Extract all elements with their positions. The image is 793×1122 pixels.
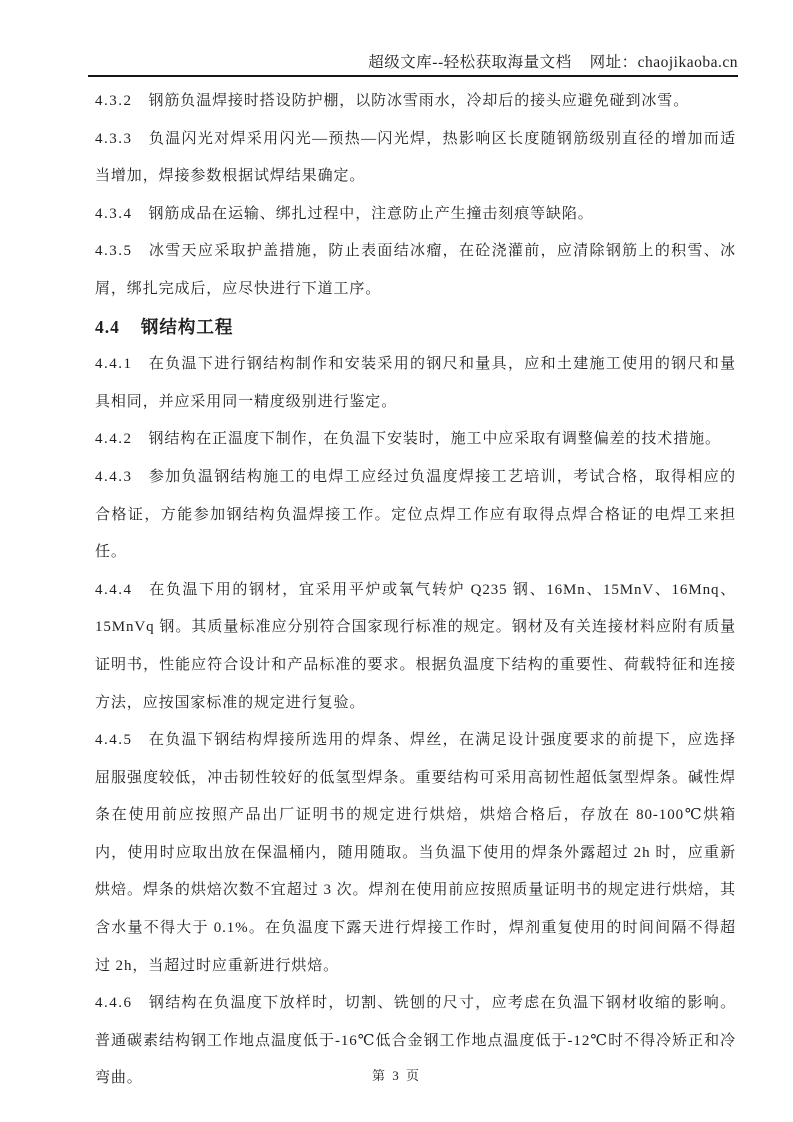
document-body: [95, 83, 736, 1098]
clause-number: 4.4.6: [95, 995, 133, 1012]
clause-number: 4.4.3: [95, 468, 133, 485]
clause-4-3-2: [95, 83, 736, 121]
clause-text: 在负温下钢结构焊接所选用的焊条、焊丝，在满足设计强度要求的前提下，应选择屈服强度较低，冲击韧性较好的低氢型焊条。重要结构可采用高韧性超低氢型焊条。碱性焊条在使用前应按照产品出厂证明书的规定进行烘焙，烘焙合格后，存放在 80-100℃烘箱内，使用时应取出放在保温桶内，随用随取。当负温下使用的焊条外露超过 2h 时，应重新烘焙。焊条的烘焙次数不宜超过 3 次。焊剂在使用前应按照质量证明书的规定进行烘焙，其含水量不得大于 0.1%。在负温度下露天进行焊接工作时，焊剂重复使用的时间间隔不得超过 2h，当超过时应重新进行烘焙。: [95, 732, 736, 974]
clause-4-4-4: [95, 572, 736, 722]
clause-text: 钢筋成品在运输、绑扎过程中，注意防止产生撞击刻痕等缺陷。: [148, 205, 594, 222]
page-footer: [0, 1069, 793, 1082]
clause-4-4-2: [95, 421, 736, 459]
clause-4-4-5: [95, 722, 736, 985]
heading-number: 4.4: [95, 316, 120, 337]
clause-text: 负温闪光对焊采用闪光—预热—闪光焊，热影响区长度随钢筋级别直径的增加而适当增加，焊接参数根据试焊结果确定。: [95, 130, 736, 185]
clause-text: 冰雪天应采取护盖措施，防止表面结冰瘤，在砼浇灌前，应清除钢筋上的积雪、冰屑，绑扎完成后，应尽快进行下道工序。: [95, 243, 736, 297]
page-number: 第 3 页: [371, 1068, 421, 1083]
clause-text: 钢结构在负温度下放样时，切割、铣刨的尺寸，应考虑在负温下钢材收缩的影响。普通碳素结构钢工作地点温度低于-16℃低合金钢工作地点温度低于-12℃时不得冷矫正和冷弯曲。: [95, 995, 736, 1087]
header-rule: [88, 75, 738, 77]
clause-text: 在负温下用的钢材，宜采用平炉或氧气转炉 Q235 钢、16Mn、15MnV、16Mnq、15MnVq 钢。其质量标准应分别符合国家现行标准的规定。钢材及有关连接材料应附有质量证明书，性能应符合设计和产品标准的要求。根据负温度下结构的重要性、荷载特征和连接方法，应按国家标准的规定进行复验。: [95, 581, 736, 711]
clause-4-4-3: [95, 459, 736, 572]
clause-4-3-3: [95, 121, 736, 196]
heading-title: 钢结构工程: [140, 316, 234, 337]
header-site-text: 超级文库--轻松获取海量文档: [368, 54, 572, 71]
clause-4-3-4: [95, 196, 736, 234]
clause-number: 4.4.2: [95, 431, 133, 448]
clause-4-3-5: [95, 233, 736, 308]
header-url-text: 网址：chaojikaoba.cn: [589, 54, 738, 71]
clause-text: 在负温下进行钢结构制作和安装采用的钢尺和量具，应和土建施工使用的钢尺和量具相同，并应采用同一精度级别进行鉴定。: [95, 356, 736, 410]
clause-number: 4.3.5: [95, 243, 133, 260]
page-header: [88, 50, 738, 72]
clause-text: 钢结构在正温度下制作，在负温下安装时，施工中应采取有调整偏差的技术措施。: [148, 431, 721, 448]
clause-text: 参加负温钢结构施工的电焊工应经过负温度焊接工艺培训，考试合格，取得相应的合格证，方能参加钢结构负温焊接工作。定位点焊工作应有取得点焊合格证的电焊工来担任。: [95, 468, 736, 561]
clause-number: 4.4.5: [95, 732, 133, 749]
clause-number: 4.4.1: [95, 356, 133, 373]
section-heading-4-4: [95, 309, 736, 347]
clause-text: 钢筋负温焊接时搭设防护棚，以防冰雪雨水，冷却后的接头应避免碰到冰雪。: [148, 93, 690, 109]
clause-number: 4.3.3: [95, 130, 133, 147]
clause-number: 4.3.2: [95, 93, 133, 109]
clause-number: 4.4.4: [95, 581, 133, 598]
clause-number: 4.3.4: [95, 205, 133, 222]
clause-4-4-1: [95, 346, 736, 421]
